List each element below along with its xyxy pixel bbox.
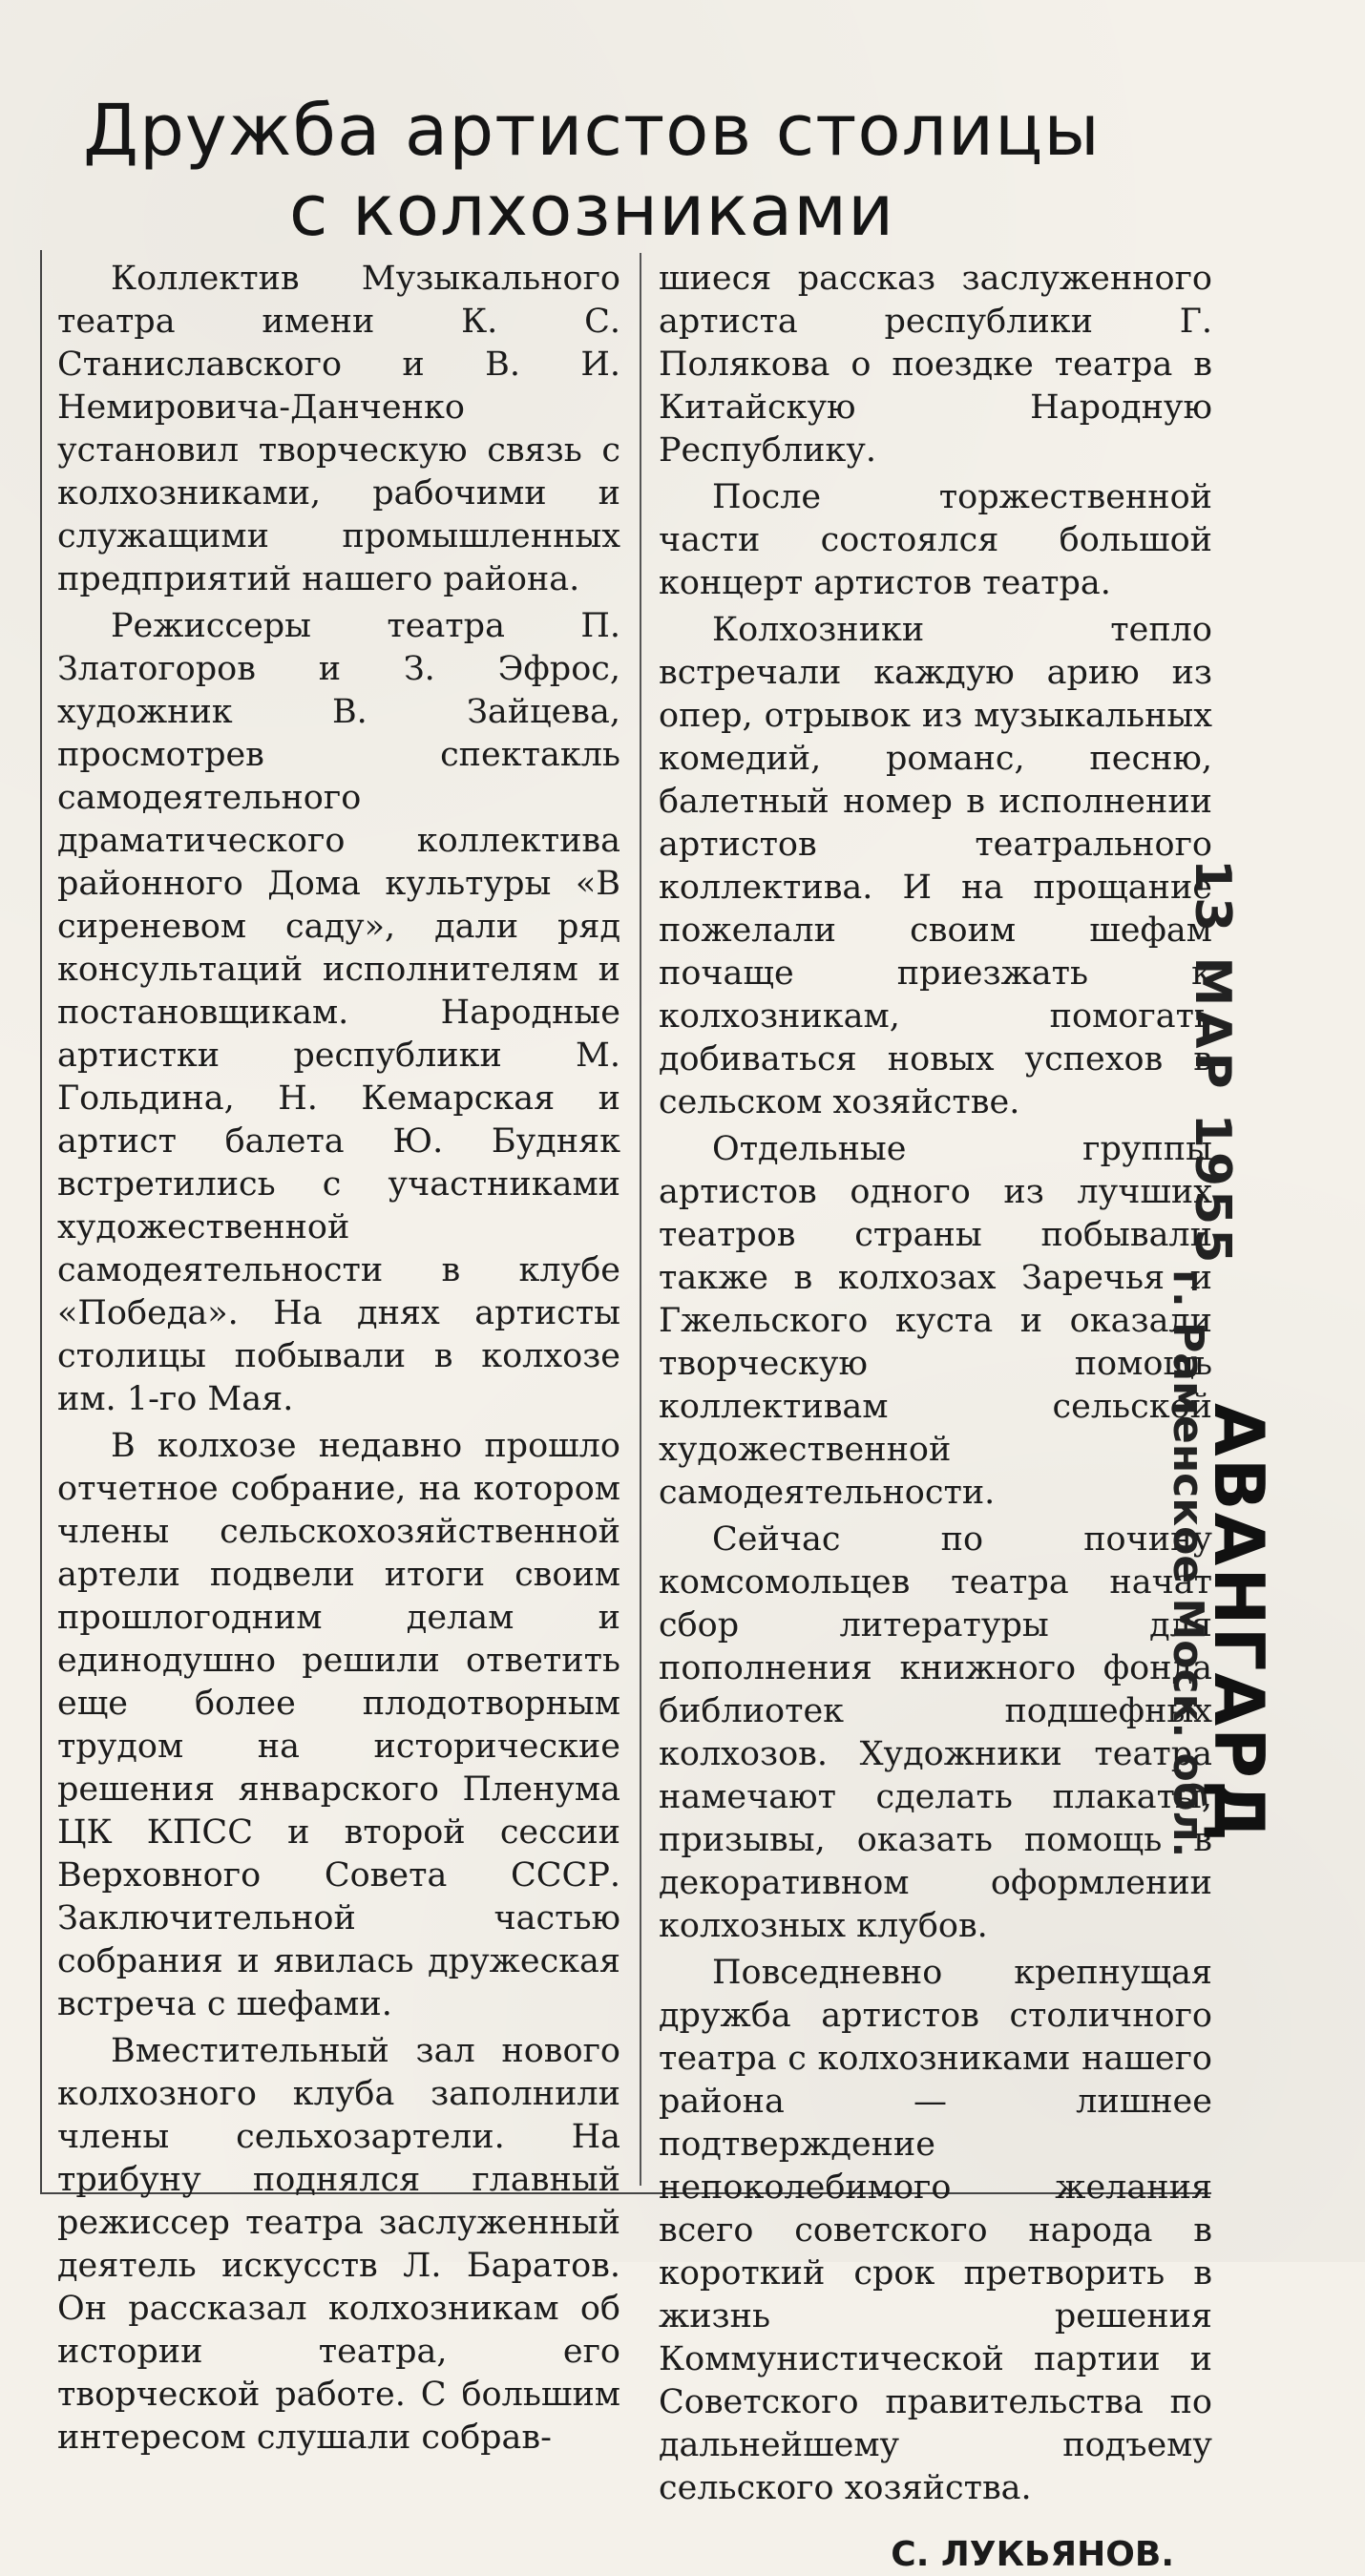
stamp-city: г. Раменское Моск. обл. — [1164, 1269, 1212, 1858]
author-signature: С. ЛУКЬЯНОВ. — [891, 2535, 1174, 2574]
paragraph: Повседневно крепнущая дружба артистов столичного театра с колхозниками нашего района — лишнее подтверждение непоколебимого желания всего советского народа в короткий срок претворить в жизнь решения Коммунистической партии и Советского правительства по дальнейшему подъему сельского хозяйства. — [659, 1954, 1212, 2507]
paragraph: Колхозники тепло встречали каждую арию из опер, отрывок из музыкальных комедий, романс, песню, балетный номер в исполнении артистов театрального коллектива. И на прощание пожелали своим шефам почаще приезжать к колхозникам, помогать добиваться новых успехов в сельском хозяйстве. — [659, 611, 1212, 1121]
article-headline — [38, 91, 1145, 251]
headline-line-1: Дружба артистов столицы — [83, 90, 1101, 172]
stamp-date: 13 МАР 1955 — [1184, 859, 1241, 1267]
paragraph: Сейчас по почину комсомольцев театра начат сбор литературы для пополнения книжного фонда библиотек подшефных колхозов. Художники театра намечают сделать плакаты, призывы, оказать помощь в декоративном оформлении колхозных клубов. — [659, 1520, 1212, 1945]
paragraph: Отдельные группы артистов одного из лучших театров страны побывали также в колхозах Заречья и Гжельского куста и оказали творческую помощь коллективам сельской художественной самодеятельности. — [659, 1130, 1212, 1512]
paragraph: Коллектив Музыкального театра имени К. С. Станиславского и В. И. Немировича-Данченко установил творческую связь с колхозниками, рабочими и служащими промышленных предприятий нашего района. — [57, 260, 620, 598]
paragraph: В колхозе недавно прошло отчетное собрание, на котором члены сельскохозяйственной артели подвели итоги своим прошлогодним делам и единодушно решили ответить еще более плодотворным трудом на исторические решения январского Пленума ЦК КПСС и второй сессии Верховного Совета СССР. Заключительной частью собрания и явилась дружеская встреча с шефами. — [57, 1427, 620, 2023]
headline-line-2: с колхозниками — [288, 170, 895, 252]
paragraph: Режиссеры театра П. Златогоров и З. Эфрос, художник В. Зайцева, просмотрев спектакль самодеятельного драматического коллектива районного Дома культуры «В сиреневом саду», дали ряд консультаций исполнителям и постановщикам. Народные артистки республики М. Гольдина, Н. Кемарская и артист балета Ю. Будняк встретились с участниками художественной самодеятельности в клубе «Победа». На днях артисты столицы побывали в колхозе им. 1-го Мая. — [57, 607, 620, 1418]
paragraph: Вместительный зал нового колхозного клуба заполнили члены сельхозартели. На трибуну поднялся главный режиссер театра заслуженный деятель искусств Л. Баратов. Он рассказал колхозникам об истории театра, его творческой работе. С большим интересом слушали собрав- — [57, 2032, 620, 2457]
paragraph: После торжественной части состоялся большой концерт артистов театра. — [659, 478, 1212, 602]
article-column-right — [659, 258, 1212, 2576]
paragraph: шиеся рассказ заслуженного артиста республики Г. Полякова о поездке театра в Китайскую Народную Республику. — [659, 260, 1212, 470]
stamp-newspaper-name: АВАНГАРД — [1199, 1403, 1279, 1844]
column-divider — [640, 253, 641, 2186]
article-column-left — [57, 258, 620, 2463]
